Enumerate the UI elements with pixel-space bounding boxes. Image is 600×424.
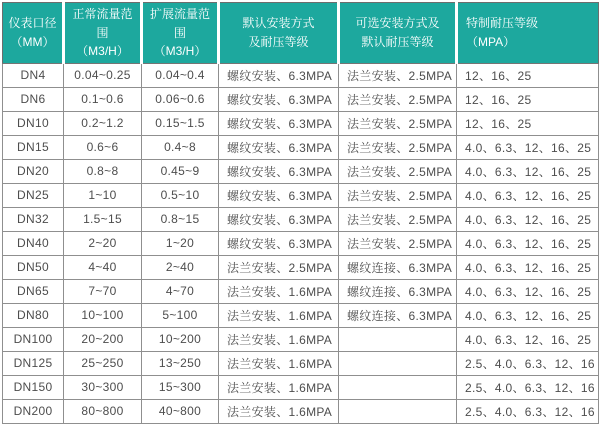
cell-default-install: 螺纹安装、6.3MPA bbox=[219, 231, 339, 255]
cell-special-pressure: 4.0、6.3、12、16、25 bbox=[457, 135, 599, 159]
cell-default-install: 法兰安装、1.6MPA bbox=[219, 303, 339, 327]
cell-normal-flow: 0.6~6 bbox=[64, 135, 142, 159]
cell-optional-install: 法兰安装、2.5MPA bbox=[339, 183, 457, 207]
header-row bbox=[3, 3, 599, 64]
cell-normal-flow: 80~800 bbox=[64, 399, 142, 423]
table-row bbox=[3, 63, 599, 87]
cell-extended-flow: 2~40 bbox=[142, 255, 219, 279]
cell-diameter: DN20 bbox=[3, 159, 64, 183]
cell-normal-flow: 10~100 bbox=[64, 303, 142, 327]
cell-extended-flow: 0.15~1.5 bbox=[142, 111, 219, 135]
cell-optional-install: 法兰安装、2.5MPA bbox=[339, 135, 457, 159]
cell-normal-flow: 25~250 bbox=[64, 351, 142, 375]
cell-special-pressure: 2.5、4.0、6.3、12、16 bbox=[457, 375, 599, 399]
cell-default-install: 螺纹安装、6.3MPA bbox=[219, 135, 339, 159]
cell-diameter: DN50 bbox=[3, 255, 64, 279]
cell-default-install: 螺纹安装、6.3MPA bbox=[219, 87, 339, 111]
header-line: （M3/H） bbox=[76, 44, 129, 59]
cell-special-pressure: 4.0、6.3、12、16、25 bbox=[457, 255, 599, 279]
header-cell-special-pressure bbox=[457, 3, 599, 64]
header-line: 默认耐压等级 bbox=[361, 34, 434, 49]
cell-optional-install: 法兰安装、2.5MPA bbox=[339, 231, 457, 255]
table-row bbox=[3, 207, 599, 231]
cell-normal-flow: 1~10 bbox=[64, 183, 142, 207]
cell-extended-flow: 0.8~15 bbox=[142, 207, 219, 231]
cell-diameter: DN150 bbox=[3, 375, 64, 399]
table-body bbox=[3, 63, 599, 423]
cell-default-install: 法兰安装、1.6MPA bbox=[219, 375, 339, 399]
cell-optional-install bbox=[339, 375, 457, 399]
cell-special-pressure: 12、16、25 bbox=[457, 63, 599, 87]
table-row bbox=[3, 303, 599, 327]
cell-normal-flow: 20~200 bbox=[64, 327, 142, 351]
cell-normal-flow: 2~20 bbox=[64, 231, 142, 255]
cell-optional-install: 法兰安装、2.5MPA bbox=[339, 111, 457, 135]
cell-optional-install: 螺纹连接、6.3MPA bbox=[339, 255, 457, 279]
table-row bbox=[3, 183, 599, 207]
cell-extended-flow: 0.06~0.6 bbox=[142, 87, 219, 111]
header-line: （MPA） bbox=[466, 34, 516, 49]
cell-special-pressure: 4.0、6.3、12、16、25 bbox=[457, 183, 599, 207]
cell-diameter: DN4 bbox=[3, 63, 64, 87]
table-row bbox=[3, 87, 599, 111]
cell-extended-flow: 10~200 bbox=[142, 327, 219, 351]
cell-diameter: DN25 bbox=[3, 183, 64, 207]
header-line: 可选安装方式及 bbox=[355, 16, 440, 31]
cell-diameter: DN15 bbox=[3, 135, 64, 159]
cell-extended-flow: 1~20 bbox=[142, 231, 219, 255]
header-cell-optional-install bbox=[339, 3, 457, 64]
cell-special-pressure: 4.0、6.3、12、16、25 bbox=[457, 327, 599, 351]
cell-normal-flow: 30~300 bbox=[64, 375, 142, 399]
cell-diameter: DN125 bbox=[3, 351, 64, 375]
cell-optional-install: 螺纹连接、6.3MPA bbox=[339, 279, 457, 303]
cell-normal-flow: 1.5~15 bbox=[64, 207, 142, 231]
table-row bbox=[3, 327, 599, 351]
header-line: 及耐压等级 bbox=[248, 34, 309, 49]
table-row bbox=[3, 231, 599, 255]
cell-special-pressure: 4.0、6.3、12、16、25 bbox=[457, 303, 599, 327]
cell-diameter: DN65 bbox=[3, 279, 64, 303]
cell-special-pressure: 12、16、25 bbox=[457, 111, 599, 135]
cell-extended-flow: 40~800 bbox=[142, 399, 219, 423]
table-row bbox=[3, 135, 599, 159]
cell-default-install: 法兰安装、1.6MPA bbox=[219, 351, 339, 375]
table-row bbox=[3, 375, 599, 399]
table-row bbox=[3, 279, 599, 303]
cell-special-pressure: 4.0、6.3、12、16、25 bbox=[457, 279, 599, 303]
table-row bbox=[3, 255, 599, 279]
cell-default-install: 螺纹安装、6.3MPA bbox=[219, 63, 339, 87]
cell-optional-install bbox=[339, 327, 457, 351]
cell-default-install: 法兰安装、1.6MPA bbox=[219, 327, 339, 351]
cell-default-install: 螺纹安装、6.3MPA bbox=[219, 111, 339, 135]
cell-diameter: DN10 bbox=[3, 111, 64, 135]
cell-optional-install: 法兰安装、2.5MPA bbox=[339, 63, 457, 87]
cell-normal-flow: 0.2~1.2 bbox=[64, 111, 142, 135]
cell-extended-flow: 0.4~8 bbox=[142, 135, 219, 159]
cell-diameter: DN100 bbox=[3, 327, 64, 351]
cell-diameter: DN6 bbox=[3, 87, 64, 111]
cell-default-install: 法兰安装、2.5MPA bbox=[219, 255, 339, 279]
header-line: 默认安装方式 bbox=[242, 16, 315, 31]
cell-extended-flow: 13~250 bbox=[142, 351, 219, 375]
cell-default-install: 法兰安装、1.6MPA bbox=[219, 279, 339, 303]
cell-default-install: 螺纹安装、6.3MPA bbox=[219, 207, 339, 231]
header-cell-normal-flow bbox=[64, 3, 142, 64]
header-cell-diameter bbox=[3, 3, 64, 64]
cell-special-pressure: 2.5、4.0、6.3、12、16 bbox=[457, 351, 599, 375]
cell-default-install: 法兰安装、1.6MPA bbox=[219, 399, 339, 423]
header-line: 仪表口径 bbox=[8, 16, 57, 31]
cell-extended-flow: 15~300 bbox=[142, 375, 219, 399]
header-line: （M3/H） bbox=[153, 44, 207, 59]
cell-diameter: DN200 bbox=[3, 399, 64, 423]
header-line: 特制耐压等级 bbox=[466, 16, 539, 31]
cell-default-install: 螺纹安装、6.3MPA bbox=[219, 159, 339, 183]
cell-optional-install: 螺纹连接、6.3MPA bbox=[339, 303, 457, 327]
table-row bbox=[3, 159, 599, 183]
table-row bbox=[3, 351, 599, 375]
cell-special-pressure: 4.0、6.3、12、16、25 bbox=[457, 231, 599, 255]
cell-optional-install: 法兰安装、2.5MPA bbox=[339, 87, 457, 111]
cell-optional-install: 法兰安装、2.5MPA bbox=[339, 159, 457, 183]
cell-normal-flow: 0.04~0.25 bbox=[64, 63, 142, 87]
cell-extended-flow: 5~100 bbox=[142, 303, 219, 327]
table-row bbox=[3, 111, 599, 135]
header-cell-default-install bbox=[219, 3, 339, 64]
cell-normal-flow: 7~70 bbox=[64, 279, 142, 303]
cell-normal-flow: 4~40 bbox=[64, 255, 142, 279]
cell-extended-flow: 0.5~10 bbox=[142, 183, 219, 207]
cell-optional-install: 法兰安装、2.5MPA bbox=[339, 207, 457, 231]
cell-special-pressure: 12、16、25 bbox=[457, 87, 599, 111]
cell-normal-flow: 0.1~0.6 bbox=[64, 87, 142, 111]
flowmeter-spec-table bbox=[2, 2, 599, 424]
cell-special-pressure: 4.0、6.3、12、16、25 bbox=[457, 207, 599, 231]
cell-default-install: 螺纹安装、6.3MPA bbox=[219, 183, 339, 207]
cell-extended-flow: 0.04~0.4 bbox=[142, 63, 219, 87]
cell-extended-flow: 0.45~9 bbox=[142, 159, 219, 183]
cell-extended-flow: 4~70 bbox=[142, 279, 219, 303]
header-line: 正常流量范围 bbox=[72, 7, 133, 40]
table-row bbox=[3, 399, 599, 423]
cell-diameter: DN40 bbox=[3, 231, 64, 255]
cell-diameter: DN32 bbox=[3, 207, 64, 231]
header-line: （MM） bbox=[10, 34, 55, 49]
cell-optional-install bbox=[339, 351, 457, 375]
cell-normal-flow: 0.8~8 bbox=[64, 159, 142, 183]
cell-diameter: DN80 bbox=[3, 303, 64, 327]
cell-optional-install bbox=[339, 399, 457, 423]
cell-special-pressure: 2.5、4.0、6.3、12、16 bbox=[457, 399, 599, 423]
header-line: 扩展流量范围 bbox=[149, 7, 210, 40]
cell-special-pressure: 4.0、6.3、12、16、25 bbox=[457, 159, 599, 183]
header-cell-extended-flow bbox=[142, 3, 219, 64]
